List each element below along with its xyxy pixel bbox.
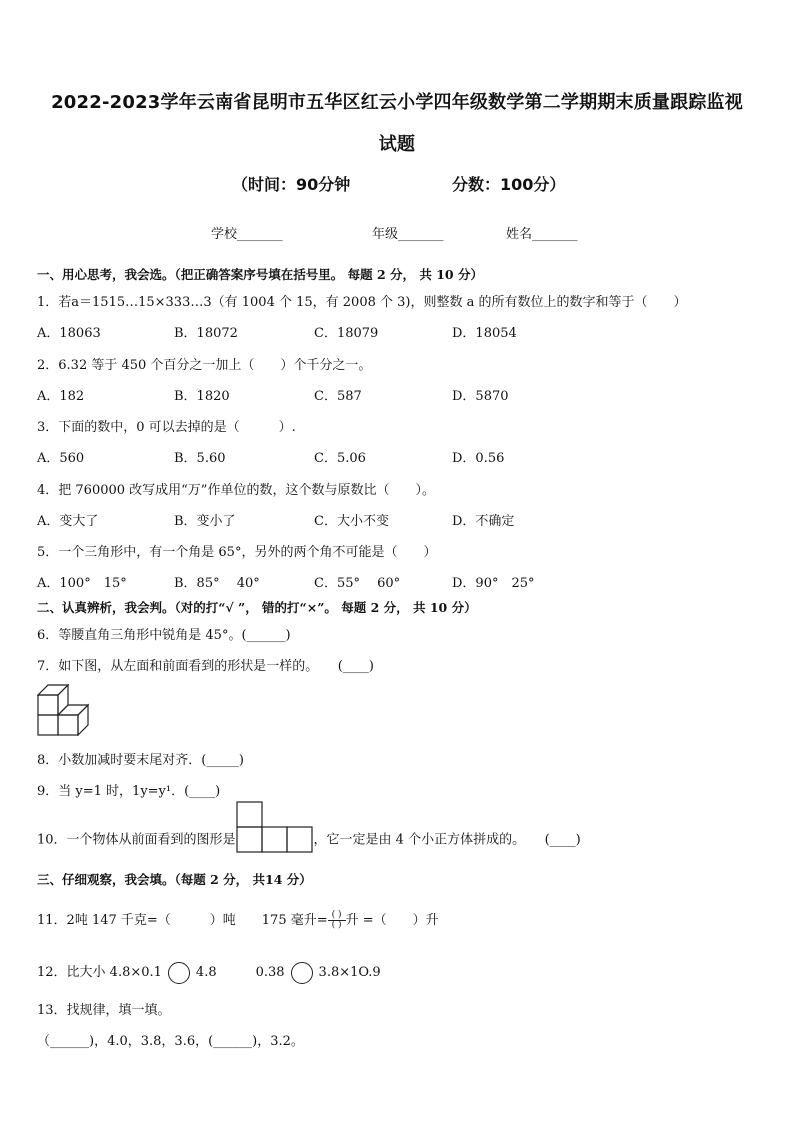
option-c[interactable]: C．587 <box>314 389 362 404</box>
score-label: 分数：100分） <box>452 175 566 194</box>
option-b[interactable]: B．5.60 <box>174 451 226 466</box>
compare-circle[interactable] <box>168 962 190 984</box>
fraction-blank[interactable] <box>328 911 346 930</box>
option-d[interactable]: D．5870 <box>452 389 509 404</box>
question-11 <box>37 909 439 930</box>
option-d[interactable]: D．不确定 <box>452 514 515 529</box>
question-5: 5．一个三角形中，有一个角是 65°，另外的两个角不可能是（ ） <box>37 545 437 560</box>
question-13: 13．找规律，填一填。 <box>37 1003 171 1018</box>
question-8: 8．小数加减时要末尾对齐．(_____) <box>37 753 244 768</box>
question-12-text-end: 3.8×1O.9 <box>318 965 381 980</box>
question-11-text: 11．2吨 147 千克=（ ）吨 175 毫升= <box>37 913 328 928</box>
compare-circle[interactable] <box>291 962 313 984</box>
option-a[interactable]: A．18063 <box>37 326 101 341</box>
question-7: 7．如下图，从左面和前面看到的形状是一样的。 (____) <box>37 659 374 674</box>
question-3: 3．下面的数中，0 可以去掉的是（ ）. <box>37 420 296 435</box>
option-c[interactable]: C．18079 <box>314 326 379 341</box>
option-d[interactable]: D．18054 <box>452 326 517 341</box>
time-label: （时间：90分钟 <box>232 175 351 194</box>
option-b[interactable]: B．变小了 <box>174 514 236 529</box>
option-c[interactable]: C．5.06 <box>314 451 366 466</box>
front-view-figure <box>236 801 314 853</box>
option-a[interactable]: A．560 <box>37 451 85 466</box>
option-b[interactable]: B．85° 40° <box>174 576 260 591</box>
section-heading: 二、认真辨析，我会判。（对的打“√ ”， 错的打“×”。 每题 2 分， 共 10 分） <box>37 600 477 615</box>
question-10 <box>37 827 581 853</box>
fraction-numerator: ( ) <box>331 910 342 920</box>
question-12-text-mid: 4.8 0.38 <box>195 965 285 980</box>
question-10-text-end: ，它一定是由 4 个小正方体拼成的。 (____) <box>313 832 581 848</box>
fraction-denominator: ( ) <box>331 920 342 930</box>
question-6: 6．等腰直角三角形中锐角是 45°。(______) <box>37 628 291 643</box>
question-10-text: 10．一个物体从前面看到的图形是 <box>37 832 236 848</box>
exam-title: 2022-2023学年云南省昆明市五华区红云小学四年级数学第二学期期末质量跟踪监视 <box>51 92 743 113</box>
option-a[interactable]: A．变大了 <box>37 514 99 529</box>
name-field[interactable]: 姓名_______ <box>506 227 578 242</box>
option-d[interactable]: D．90° 25° <box>452 576 535 591</box>
question-12 <box>37 961 381 984</box>
option-c[interactable]: C．55° 60° <box>314 576 401 591</box>
option-b[interactable]: B．18072 <box>174 326 238 341</box>
question-4: 4．把 760000 改写成用“万”作单位的数，这个数与原数比（ ）。 <box>37 483 435 498</box>
option-b[interactable]: B．1820 <box>174 389 230 404</box>
question-1: 1．若a＝1515…15×333…3（有 1004 个 15，有 2008 个 3)，则整数 a 的所有数位上的数字和等于（ ） <box>37 295 687 310</box>
option-a[interactable]: A．182 <box>37 389 85 404</box>
section-heading: 三、仔细观察，我会填。（每题 2 分， 共14 分） <box>37 872 312 887</box>
cube-stack-figure <box>37 684 89 736</box>
question-2: 2．6.32 等于 450 个百分之一加上（ ）个千分之一。 <box>37 358 372 373</box>
option-d[interactable]: D．0.56 <box>452 451 505 466</box>
question-9: 9．当 y=1 时，1y=y¹．(____) <box>37 784 221 799</box>
option-c[interactable]: C．大小不变 <box>314 514 389 529</box>
option-a[interactable]: A．100° 15° <box>37 576 127 591</box>
exam-title-cont: 试题 <box>378 134 416 155</box>
grade-field[interactable]: 年级_______ <box>372 227 444 242</box>
question-13-sequence: （______)，4.0，3.8，3.6，(______)，3.2。 <box>37 1034 304 1049</box>
question-11-text-end: 升 =（ ）升 <box>345 913 439 928</box>
section-heading: 一、用心思考，我会选。（把正确答案序号填在括号里。 每题 2 分， 共 10 分） <box>37 267 483 282</box>
school-field[interactable]: 学校_______ <box>211 227 283 242</box>
question-12-text: 12．比大小 4.8×0.1 <box>37 965 162 980</box>
